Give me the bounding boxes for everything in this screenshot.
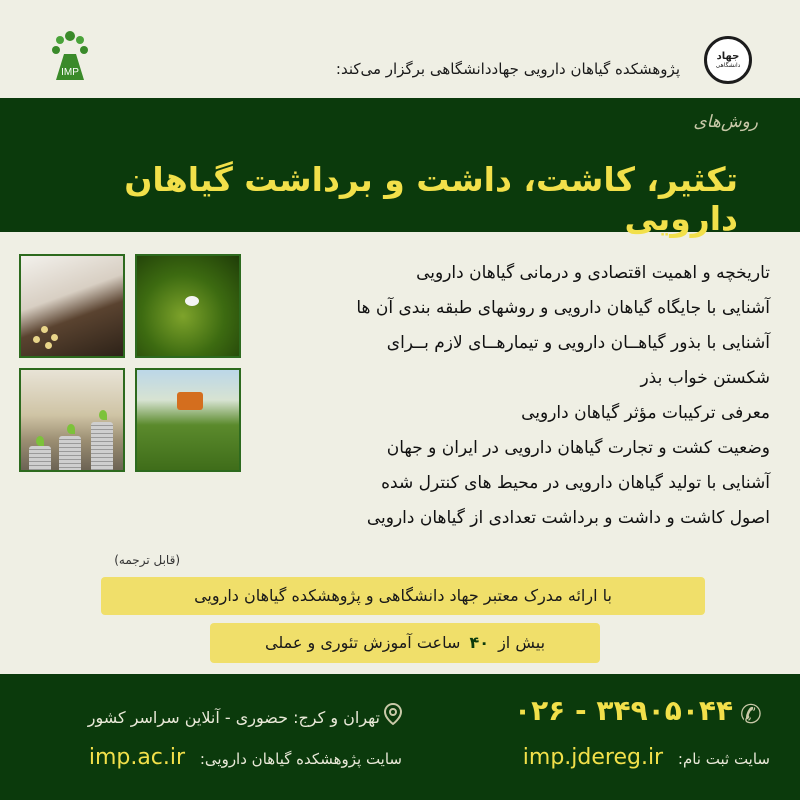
- hours-pill: [210, 623, 600, 663]
- jahad-logo: [704, 36, 752, 84]
- photo-planting-seeds: [19, 254, 125, 358]
- location-text: تهران و کرج: حضوری - آنلاین سراسر کشور: [87, 708, 380, 727]
- translate-note: (قابل ترجمه): [114, 553, 180, 567]
- imp-leaf-icon: [46, 28, 94, 88]
- hours-number: ۴۰: [469, 633, 489, 652]
- logo-left-text: IMP: [61, 67, 79, 78]
- institute-label: سایت پژوهشکده گیاهان دارویی:: [199, 750, 402, 768]
- topic-item: آشنایی با بذور گیاهــان دارویی و تیمارهــای لازم بــرای: [386, 333, 770, 353]
- banner-subtitle: روش‌های: [693, 112, 758, 132]
- certificate-pill: با ارائه مدرک معتبر جهاد دانشگاهی و پژوهشکده گیاهان دارویی: [101, 577, 705, 615]
- topic-item: آشنایی با جایگاه گیاهان دارویی و روشهای طبقه بندی آن ها: [356, 298, 770, 318]
- phone-number[interactable]: ۰۲۶ - ۳۴۹۰۵۰۴۴: [514, 694, 734, 727]
- topic-item: وضعیت کشت و تجارت گیاهان دارویی در ایران و جهان: [386, 438, 770, 458]
- registration-site: [523, 745, 770, 770]
- phone-icon: ✆: [740, 700, 762, 730]
- topic-item: تاریخچه و اهمیت اقتصادی و درمانی گیاهان دارویی: [416, 263, 770, 283]
- hours-suffix: ساعت آموزش تئوری و عملی: [264, 633, 461, 652]
- photo-grid: [19, 254, 241, 472]
- footer: [0, 674, 800, 800]
- topic-item: معرفی ترکیبات مؤثر گیاهان دارویی: [521, 403, 770, 423]
- logo-right-bottom-text: دانشگاهی: [715, 62, 741, 69]
- photo-plant-pest: [135, 254, 241, 358]
- banner-title: تکثیر، کاشت، داشت و برداشت گیاهان دارویی: [124, 160, 738, 238]
- photo-coins-sprouts: [19, 368, 125, 472]
- topics-list: [270, 256, 770, 536]
- topic-item: شکستن خواب بذر: [640, 368, 770, 388]
- registration-url-link[interactable]: imp.jdereg.ir: [522, 745, 664, 770]
- topic-item: اصول کاشت و داشت و برداشت تعدادی از گیاهان دارویی: [366, 508, 770, 528]
- header-area: [0, 0, 800, 98]
- imp-logo: [46, 28, 94, 88]
- institute-site: [22, 745, 402, 770]
- topic-item: آشنایی با تولید گیاهان دارویی در محیط های کنترل شده: [381, 473, 770, 493]
- institute-url-link[interactable]: imp.ac.ir: [88, 745, 186, 770]
- registration-label: سایت ثبت نام:: [677, 750, 770, 768]
- hours-prefix: بیش از: [498, 633, 546, 652]
- location-pin-icon: [384, 703, 402, 725]
- logo-right-top-text: جهاد: [716, 51, 740, 62]
- photo-tractor-field: [135, 368, 241, 472]
- organizer-text: پژوهشکده گیاهان دارویی جهاددانشگاهی برگزار می‌کند:: [335, 60, 680, 78]
